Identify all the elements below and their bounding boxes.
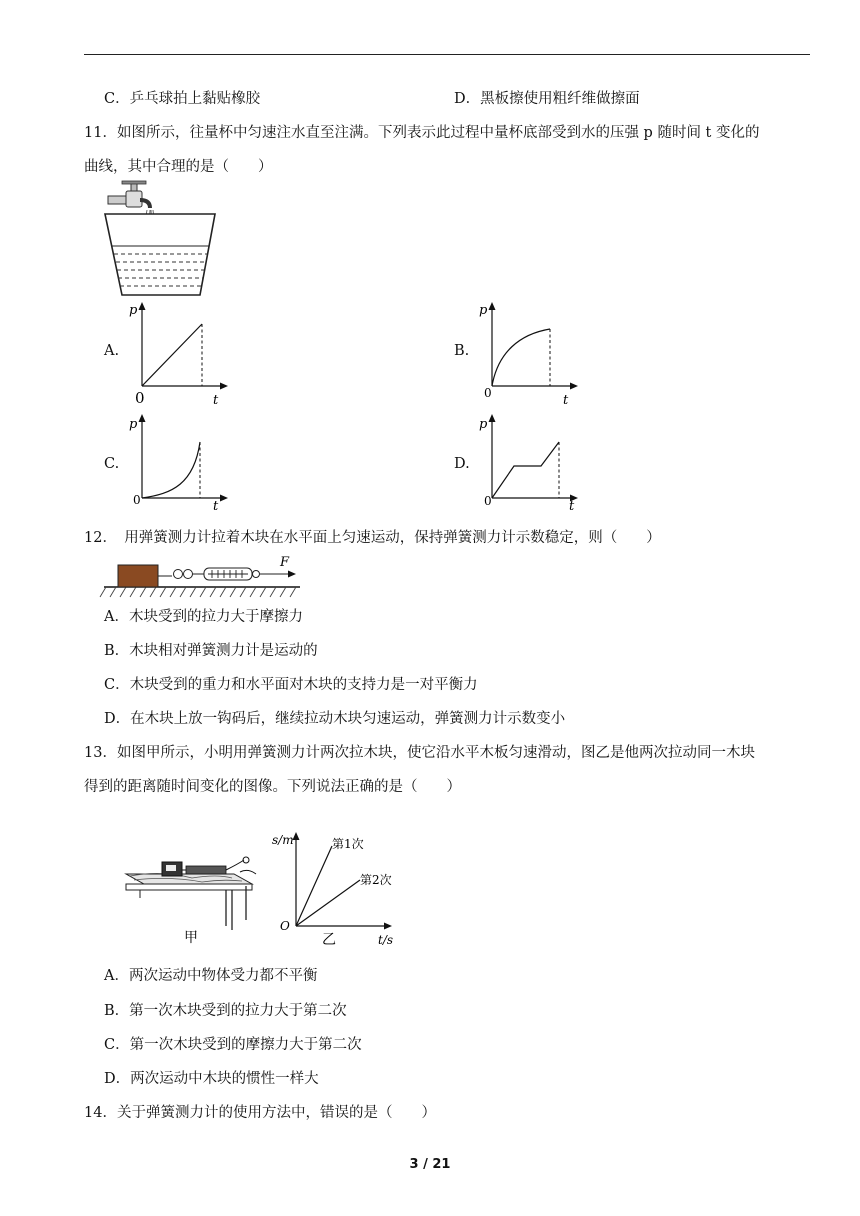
axis-p-label: p <box>479 303 488 318</box>
axis-p-label: p <box>129 417 138 432</box>
q13-option-d: D．两次运动中木块的惯性一样大 <box>104 1071 319 1087</box>
q12-option-c: C．木块受到的重力和水平面对木块的支持力是一对平衡力 <box>104 677 478 693</box>
q11-graph-c <box>120 412 240 522</box>
q12-block-spring-scale-figure <box>100 553 310 601</box>
q11-graph-a <box>120 300 240 410</box>
q13-option-b: B．第一次木块受到的拉力大于第二次 <box>104 1003 347 1019</box>
header-rule <box>84 54 810 55</box>
q11-stem-line1: 11．如图所示，往量杯中匀速注水直至注满。下列表示此过程中量杯底部受到水的压强 p 随时间 t 变化的 <box>84 125 760 141</box>
axis-t-label: t <box>213 393 219 408</box>
q10-option-d: D．黑板擦使用粗纤维做擦面 <box>454 91 640 107</box>
q13-figure-jia <box>122 850 272 946</box>
page-number: 3 / 21 <box>409 1157 451 1172</box>
q12-option-b: B．木块相对弹簧测力计是运动的 <box>104 643 318 659</box>
q11-graph-b <box>470 300 590 410</box>
q11-option-d-label: D. <box>454 456 470 472</box>
axis-t-label: t <box>213 499 219 514</box>
q11-stem-line2: 曲线，其中合理的是（ ） <box>84 159 273 175</box>
fig-yi-caption: 乙 <box>322 932 336 948</box>
q13-stem-line1: 13．如图甲所示，小明用弹簧测力计两次拉木块，使它沿水平木板匀速滑动，图乙是他两次拉动同一木块 <box>84 745 755 761</box>
origin-label: 0 <box>135 389 145 407</box>
q10-option-c: C．乒乓球拍上黏贴橡胶 <box>104 91 261 107</box>
t-axis-label: t/s <box>378 933 394 947</box>
q13-option-c: C．第一次木块受到的摩擦力大于第二次 <box>104 1037 362 1053</box>
origin-o-label: O <box>280 919 290 933</box>
q11-option-b-label: B. <box>454 343 470 359</box>
q11-graph-d <box>470 412 590 522</box>
axis-t-label: t <box>569 499 575 514</box>
q13-option-a: A．两次运动中物体受力都不平衡 <box>104 968 318 984</box>
line-2-label: 第2次 <box>360 873 392 887</box>
origin-label: 0 <box>484 494 492 508</box>
q12-stem: 12． 用弹簧测力计拉着木块在水平面上匀速运动，保持弹簧测力计示数稳定，则（ ） <box>84 530 661 546</box>
axis-t-label: t <box>563 393 569 408</box>
origin-label: 0 <box>133 493 141 507</box>
axis-p-label: p <box>479 417 488 432</box>
force-f-label: F <box>280 555 290 570</box>
q13-stem-line2: 得到的距离随时间变化的图像。下列说法正确的是（ ） <box>84 779 461 795</box>
q14-stem: 14．关于弹簧测力计的使用方法中，错误的是（ ） <box>84 1105 436 1121</box>
axis-p-label: p <box>129 303 138 318</box>
s-axis-label: s/m <box>272 833 294 847</box>
q13-graph-yi <box>268 822 408 950</box>
beaker-faucet-figure <box>100 182 220 300</box>
q12-option-a: A．木块受到的拉力大于摩擦力 <box>104 609 303 625</box>
line-1-label: 第1次 <box>332 837 364 851</box>
q11-option-a-label: A. <box>104 343 120 359</box>
q12-option-d: D．在木块上放一钩码后，继续拉动木块匀速运动，弹簧测力计示数变小 <box>104 711 566 727</box>
fig-jia-caption: 甲 <box>184 930 198 946</box>
origin-label: 0 <box>484 386 492 400</box>
q11-option-c-label: C. <box>104 456 120 472</box>
